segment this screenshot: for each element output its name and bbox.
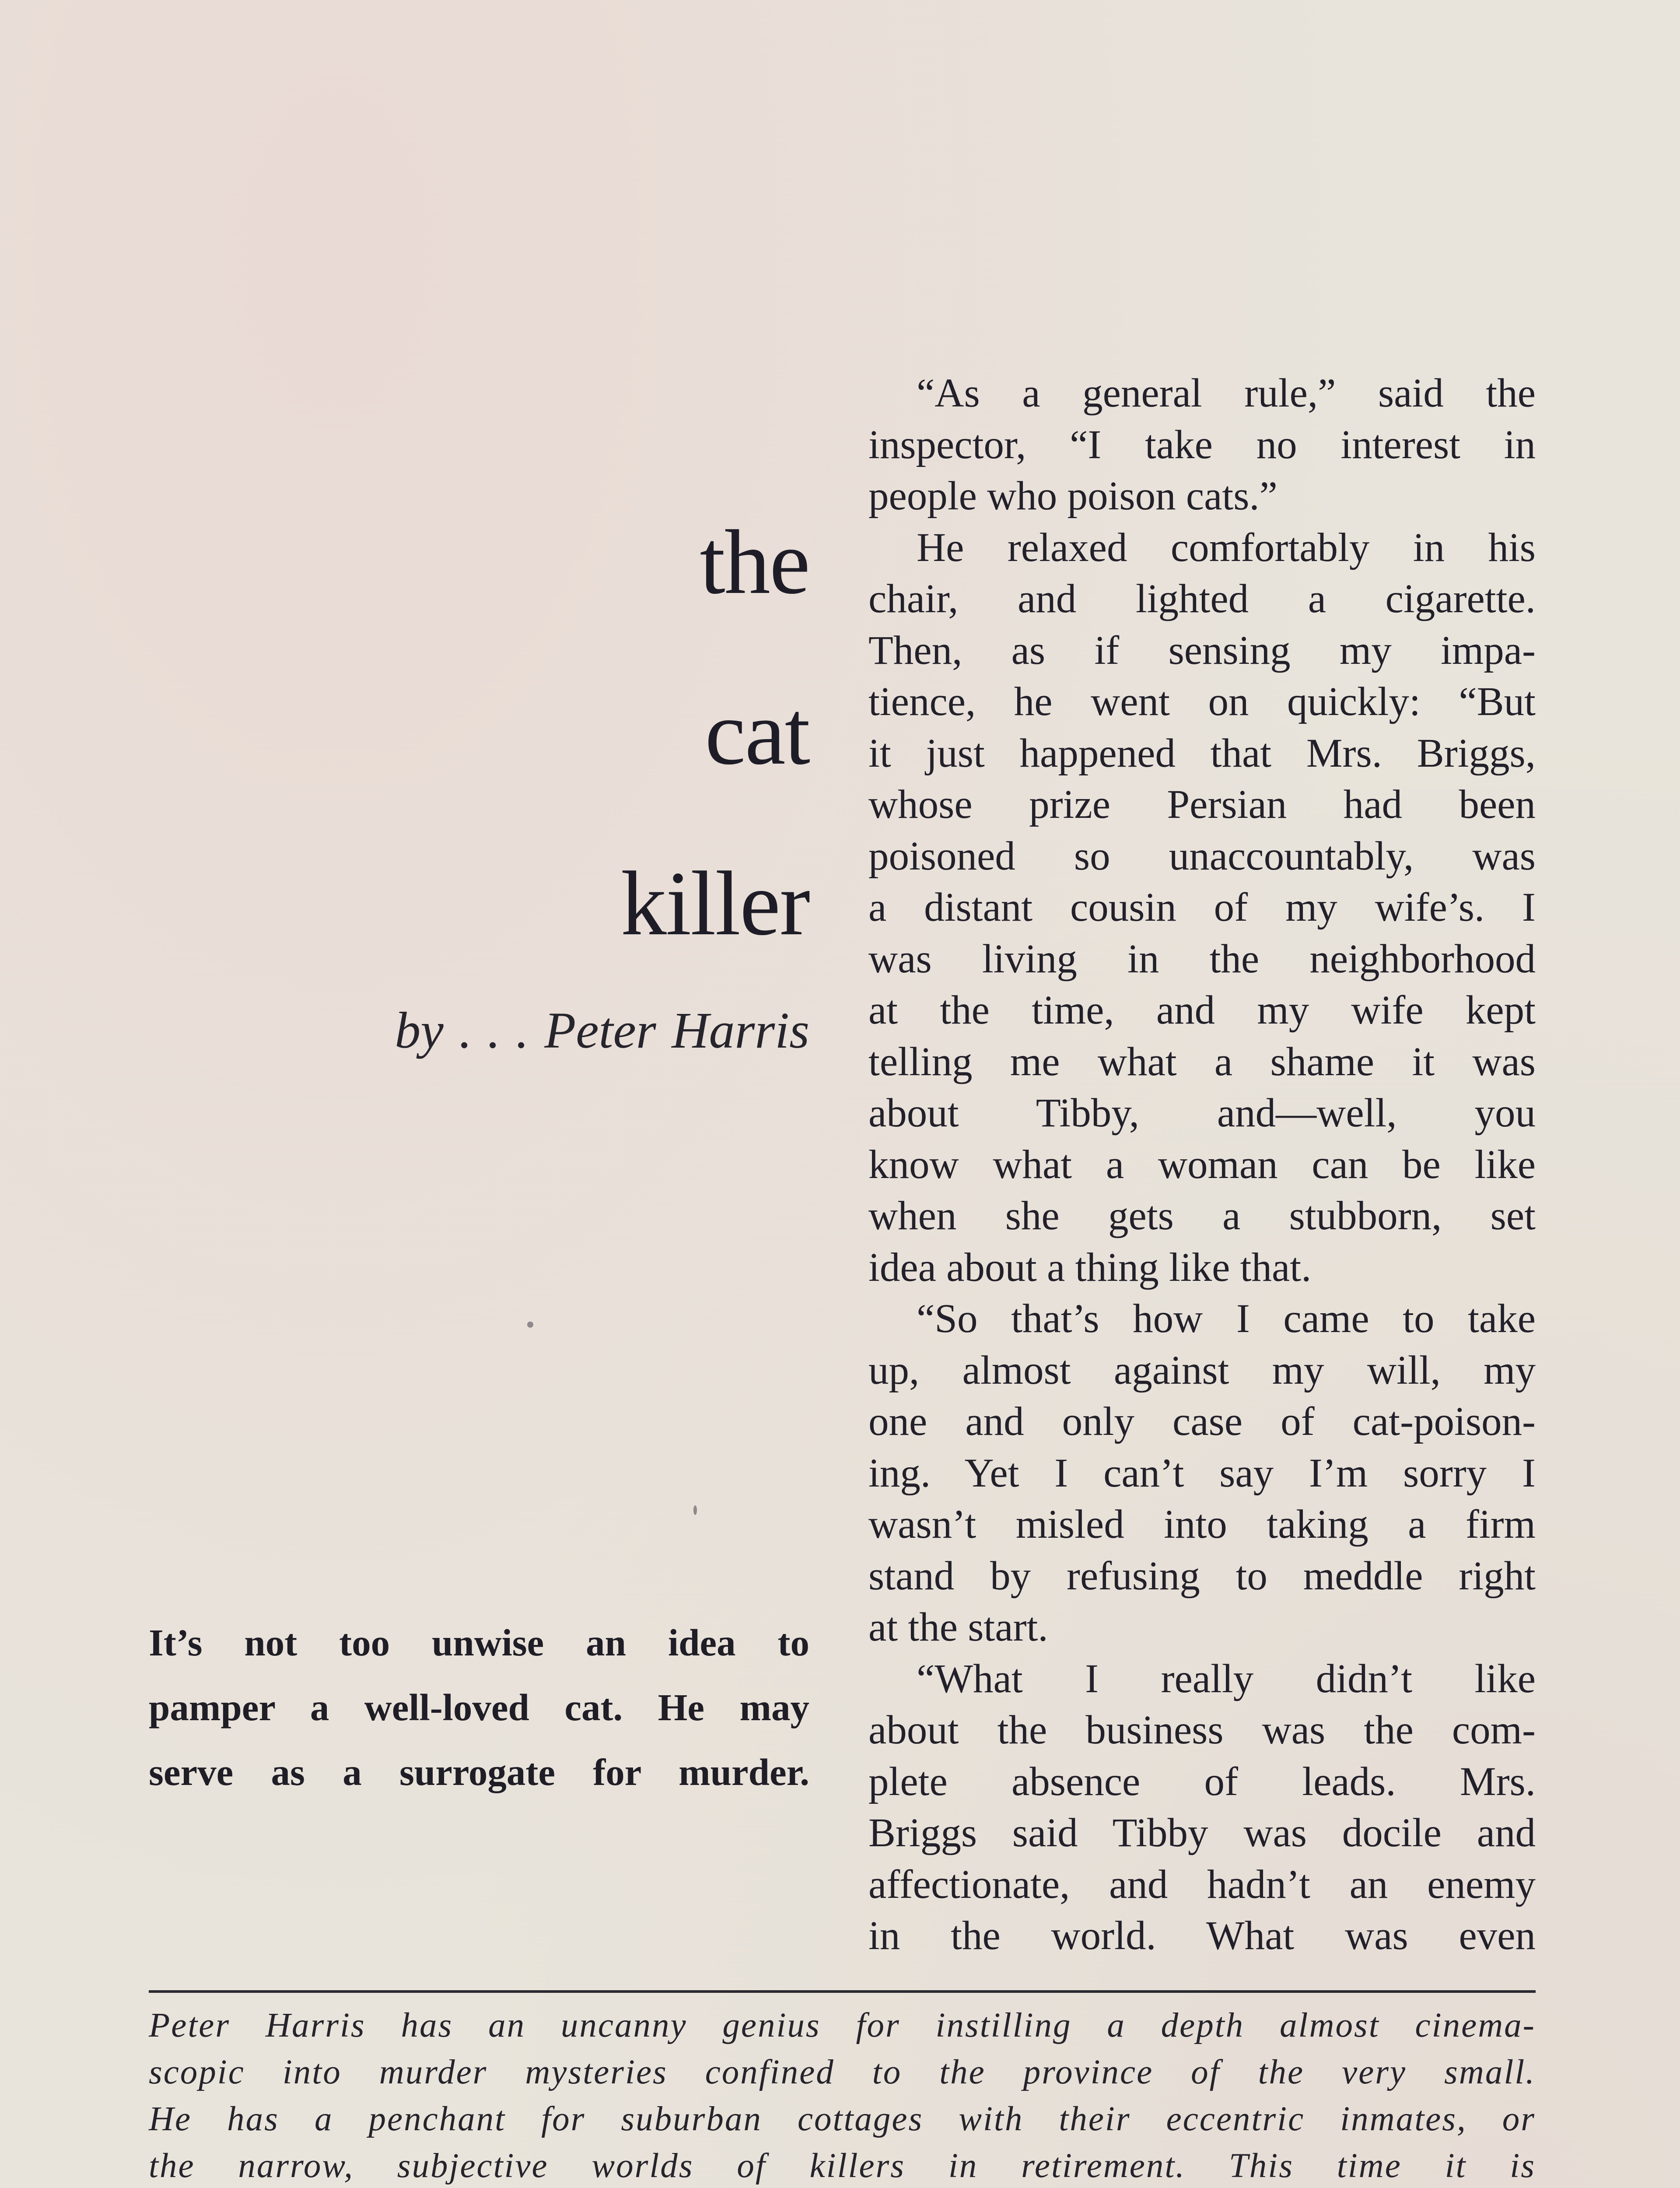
story-line: was living in the neighborhood bbox=[868, 936, 1536, 982]
paper-speck bbox=[527, 1322, 533, 1328]
teaser-blurb bbox=[149, 1610, 809, 1805]
story-line: when she gets a stubborn, set bbox=[868, 1193, 1536, 1238]
story-line: plete absence of leads. Mrs. bbox=[868, 1759, 1536, 1804]
story-line: a distant cousin of my wife’s. I bbox=[868, 885, 1536, 930]
teaser-line: It’s not too unwise an idea to bbox=[149, 1621, 809, 1664]
story-line: tience, he went on quickly: “But bbox=[868, 679, 1536, 724]
story-line: affectionate, and hadn’t an enemy bbox=[868, 1862, 1536, 1907]
author-bio bbox=[149, 2002, 1536, 2188]
story-line: inspector, “I take no interest in bbox=[868, 422, 1536, 467]
story-line: one and only case of cat-poison- bbox=[868, 1399, 1536, 1444]
title-line: cat bbox=[705, 682, 809, 784]
story-line: ing. Yet I can’t say I’m sorry I bbox=[868, 1450, 1536, 1496]
story-line: stand by refusing to meddle right bbox=[868, 1553, 1536, 1599]
teaser-line: serve as a surrogate for murder. bbox=[149, 1751, 809, 1793]
divider-rule bbox=[149, 1990, 1536, 1993]
story-line: chair, and lighted a cigarette. bbox=[868, 576, 1536, 621]
story-line: up, almost against my will, my bbox=[868, 1347, 1536, 1393]
story-line: “What I really didn’t like bbox=[917, 1656, 1536, 1701]
bio-line: He has a penchant for suburban cottages with their eccentric inmates, or bbox=[149, 2100, 1536, 2138]
story-line: know what a woman can be like bbox=[868, 1142, 1536, 1187]
title-line: killer bbox=[620, 853, 809, 954]
story-line: in the world. What was even bbox=[868, 1913, 1536, 1958]
bio-line: scopic into murder mysteries confined to the province of the very small. bbox=[149, 2053, 1536, 2091]
story-line: it just happened that Mrs. Briggs, bbox=[868, 730, 1536, 776]
story-line: Then, as if sensing my impa- bbox=[868, 628, 1536, 673]
paper-speck bbox=[693, 1505, 697, 1515]
story-line: idea about a thing like that. bbox=[868, 1245, 1312, 1290]
story-line: “As a general rule,” said the bbox=[917, 371, 1536, 416]
story-line: wasn’t misled into taking a firm bbox=[868, 1502, 1536, 1547]
byline: by . . . Peter Harris bbox=[395, 1002, 809, 1059]
story-title bbox=[306, 477, 809, 989]
story-line: about Tibby, and—well, you bbox=[868, 1090, 1536, 1136]
story-line: whose prize Persian had been bbox=[868, 782, 1536, 827]
story-line: poisoned so unaccountably, was bbox=[868, 833, 1536, 879]
story-line: at the start. bbox=[868, 1605, 1048, 1650]
title-line: the bbox=[700, 512, 809, 613]
story-line: people who poison cats.” bbox=[868, 473, 1278, 519]
teaser-line: pamper a well-loved cat. He may bbox=[149, 1686, 809, 1729]
story-column bbox=[868, 368, 1536, 1962]
bio-line: the narrow, subjective worlds of killers in retirement. This time it is bbox=[149, 2147, 1536, 2185]
bio-line: Peter Harris has an uncanny genius for instilling a depth almost cinema- bbox=[149, 2006, 1536, 2044]
story-line: about the business was the com- bbox=[868, 1708, 1536, 1753]
story-line: telling me what a shame it was bbox=[868, 1039, 1536, 1084]
story-line: Briggs said Tibby was docile and bbox=[868, 1810, 1536, 1855]
story-line: He relaxed comfortably in his bbox=[917, 525, 1536, 570]
story-line: at the time, and my wife kept bbox=[868, 988, 1536, 1033]
story-line: “So that’s how I came to take bbox=[917, 1296, 1536, 1341]
